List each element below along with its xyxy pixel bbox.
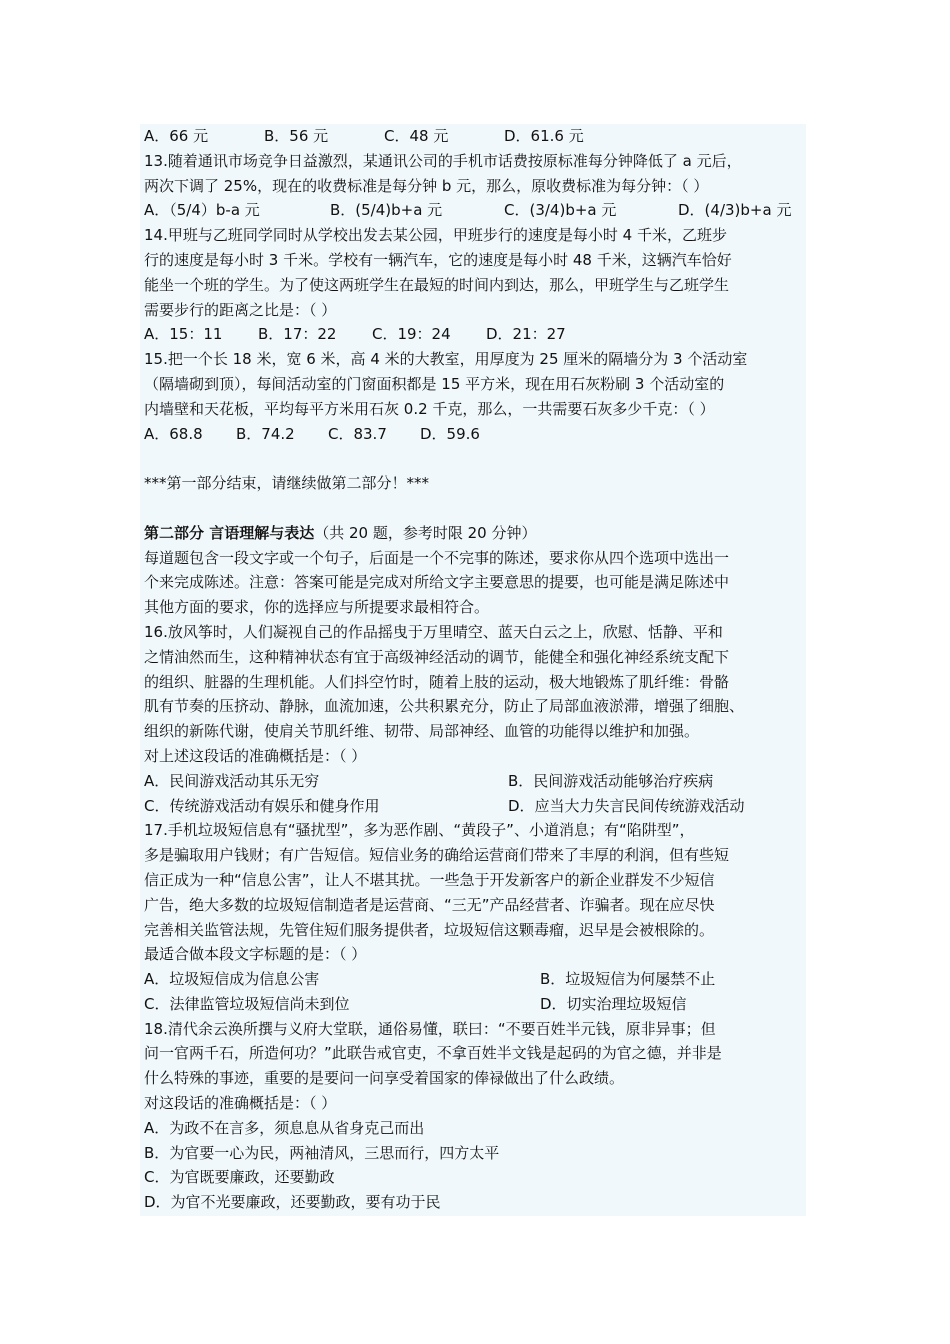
part2-heading-note: （共 20 题，参考时限 20 分钟）: [314, 523, 537, 542]
q13-option-d: D．(4/3)b+a 元: [678, 201, 792, 220]
q12-options: [144, 124, 806, 149]
q18-option-d: D．为官不光要廉政，还要勤政，要有功于民: [144, 1193, 441, 1212]
exam-content: [140, 124, 806, 1216]
q15-option-d: D．59.6: [420, 424, 480, 443]
q15-text-line: （隔墙砌到顶），每间活动室的门窗面积都是 15 平方米，现在用石灰粉刷 3 个活动室的: [144, 374, 725, 393]
q17-text-line: 17.手机垃圾短信息有“骚扰型”，多为恶作剧、“黄段子”、小道消息；有“陷阱型”，: [144, 821, 695, 840]
q14-text-line: 需要步行的距离之比是：（ ）: [144, 300, 337, 319]
q12-option-a: A．66 元: [144, 127, 209, 145]
q16-option-d: D．应当大力失言民间传统游戏活动: [508, 796, 745, 815]
q12-option-b: B．56 元: [264, 127, 329, 145]
q15-option-b: B．74.2: [236, 424, 295, 443]
q17-option-b: B．垃圾短信为何屡禁不止: [540, 970, 716, 989]
q12-option-d: D．61.6 元: [504, 127, 584, 145]
spacer: [144, 496, 806, 521]
part2-intro-line: 个来完成陈述。注意：答案可能是完成对所给文字主要意思的提要，也可能是满足陈述中: [144, 573, 730, 592]
q13-option-c: C．(3/4)b+a 元: [504, 201, 617, 220]
q17-option-d: D．切实治理垃圾短信: [540, 994, 687, 1013]
q14-text-line: 14.甲班与乙班同学同时从学校出发去某公园，甲班步行的速度是每小时 4 千米，乙班步: [144, 226, 727, 245]
q14-options: [144, 322, 806, 347]
part1-end-note: ***第一部分结束，请继续做第二部分！***: [144, 474, 430, 493]
q18-text-line: 问一官两千石，所造何功？”此联告戒官吏，不拿百姓半文钱是起码的为官之德，并非是: [144, 1044, 722, 1063]
q18-option-b: B．为官要一心为民，两袖清风，三思而行，四方太平: [144, 1143, 500, 1162]
q13-text-line: 两次下调了 25%，现在的收费标准是每分钟 b 元，那么，原收费标准为每分钟：（ ）: [144, 176, 709, 195]
q16-text-line: 的组织、脏器的生理机能。人们抖空竹时，随着上肢的运动，极大地锻炼了肌纤维：骨骼: [144, 672, 730, 691]
spacer: [144, 446, 806, 471]
q17-text-line: 信正成为一种“信息公害”，让人不堪其扰。一些急于开发新客户的新企业群发不少短信: [144, 870, 715, 889]
q16-text-line: 组织的新陈代谢，使肩关节肌纤维、韧带、局部神经、血管的功能得以维护和加强。: [144, 722, 700, 741]
q18-option-a: A．为政不在言多，须息息从省身克己而出: [144, 1118, 425, 1137]
q18-text-line: 什么特殊的事迹，重要的是要问一问享受着国家的俸禄做出了什么政绩。: [144, 1069, 625, 1088]
q13-text-line: 13.随着通讯市场竞争日益激烈，某通讯公司的手机市话费按原标准每分钟降低了 a 元后，: [144, 151, 742, 170]
q16-text-line: 之情油然而生，这种精神状态有宜于高级神经活动的调节，能健全和强化神经系统支配下: [144, 647, 730, 666]
q15-text-line: 内墙壁和天花板，平均每平方米用石灰 0.2 千克，那么，一共需要石灰多少千克：（ ）: [144, 399, 715, 418]
q16-option-a: A．民间游戏活动其乐无穷: [144, 771, 320, 790]
part2-heading: [144, 521, 806, 546]
q17-text-line: 广告，绝大多数的垃圾短信制造者是运营商、“三无”产品经营者、诈骗者。现在应尽快: [144, 895, 715, 914]
q14-text-line: 行的速度是每小时 3 千米。学校有一辆汽车，它的速度是每小时 48 千米，这辆汽车恰好: [144, 250, 732, 269]
q14-option-a: A．15：11: [144, 325, 223, 344]
q15-options: [144, 422, 806, 447]
part2-intro-line: 每道题包含一段文字或一个句子，后面是一个不完事的陈述，要求你从四个选项中选出一: [144, 548, 730, 567]
q17-question: 最适合做本段文字标题的是：（ ）: [144, 945, 367, 964]
q17-option-c: C．法律监管垃圾短信尚未到位: [144, 994, 350, 1013]
q16-option-b: B．民间游戏活动能够治疗疾病: [508, 771, 714, 790]
q18-text-line: 18.清代余云涣所撰与义府大堂联，通俗易懂，联曰：“不要百姓半元钱，原非异事；但: [144, 1019, 716, 1038]
q13-option-b: B．(5/4)b+a 元: [330, 201, 443, 220]
q16-question: 对上述这段话的准确概括是：（ ）: [144, 746, 367, 765]
q14-option-b: B．17：22: [258, 325, 337, 344]
q14-text-line: 能坐一个班的学生。为了使这两班学生在最短的时间内到达，那么，甲班学生与乙班学生: [144, 275, 730, 294]
q16-options-row: [144, 794, 806, 819]
q15-text-line: 15.把一个长 18 米，宽 6 米，高 4 米的大教室，用厚度为 25 厘米的隔墙分为 3 个活动室: [144, 350, 748, 369]
q13-options: [144, 198, 806, 223]
q14-option-c: C．19：24: [372, 325, 451, 344]
q13-option-a: A．（5/4）b-a 元: [144, 201, 260, 220]
q12-option-c: C．48 元: [384, 127, 449, 145]
q14-option-d: D．21：27: [486, 325, 566, 344]
part2-heading-title: 第二部分 言语理解与表达: [144, 523, 315, 542]
q17-options-row: [144, 967, 806, 992]
q16-option-c: C．传统游戏活动有娱乐和健身作用: [144, 796, 380, 815]
part2-intro-line: 其他方面的要求，你的选择应与所提要求最相符合。: [144, 598, 490, 617]
q15-option-c: C．83.7: [328, 424, 387, 443]
q16-text-line: 16.放风筝时，人们凝视自己的作品摇曳于万里晴空、蓝天白云之上，欣慰、恬静、平和: [144, 622, 723, 641]
q18-question: 对这段话的准确概括是：（ ）: [144, 1094, 337, 1113]
q17-option-a: A．垃圾短信成为信息公害: [144, 970, 320, 989]
q17-text-line: 完善相关监管法规，先管住短们服务提供者，垃圾短信这颗毒瘤，迟早是会被根除的。: [144, 920, 715, 939]
q15-option-a: A．68.8: [144, 424, 203, 443]
q17-options-row: [144, 992, 806, 1017]
q16-options-row: [144, 769, 806, 794]
q17-text-line: 多是骗取用户钱财；有广告短信。短信业务的确给运营商们带来了丰厚的利润，但有些短: [144, 846, 730, 865]
q16-text-line: 肌有节奏的压挤动、静脉，血流加速，公共积累充分，防止了局部血液淤滞，增强了细胞、: [144, 697, 745, 716]
q18-option-c: C．为官既要廉政，还要勤政: [144, 1168, 335, 1187]
